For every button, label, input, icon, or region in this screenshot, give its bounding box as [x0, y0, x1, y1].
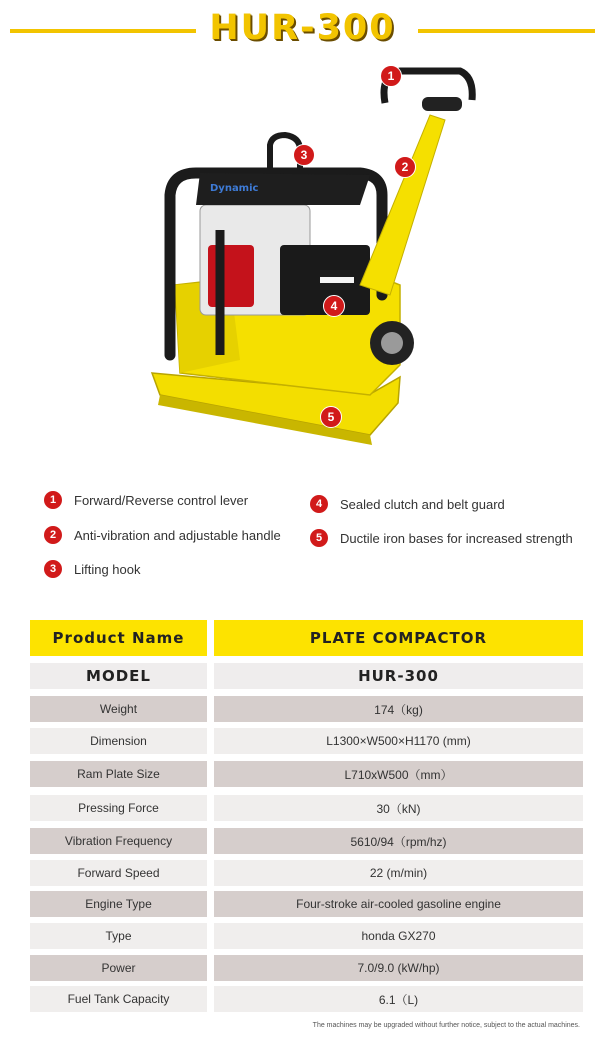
feature-number: 5: [310, 529, 328, 547]
marker-1: 1: [380, 65, 402, 87]
feature-label: Anti-vibration and adjustable handle: [74, 527, 281, 543]
table-row: [30, 728, 583, 754]
spec-value: 30（kN): [214, 795, 583, 821]
spec-label: Ram Plate Size: [30, 761, 207, 787]
marker-3: 3: [293, 144, 315, 166]
page-header: [0, 0, 605, 60]
marker-5: 5: [320, 406, 342, 428]
spec-label: Pressing Force: [30, 795, 207, 821]
product-name-label: Product Name: [30, 620, 207, 656]
spec-label: Dimension: [30, 728, 207, 754]
spec-header-row: [30, 620, 583, 656]
spec-label: Forward Speed: [30, 860, 207, 886]
spec-value: L1300×W500×H1170 (mm): [214, 728, 583, 754]
spec-label: Weight: [30, 696, 207, 722]
model-value: HUR-300: [214, 663, 583, 689]
feature-number: 1: [44, 491, 62, 509]
spec-value: 5610/94（rpm/hz): [214, 828, 583, 854]
table-row: [30, 761, 583, 787]
feature-number: 4: [310, 495, 328, 513]
feature-label: Lifting hook: [74, 561, 141, 577]
product-image: [100, 55, 520, 465]
feature-label: Sealed clutch and belt guard: [340, 496, 505, 512]
spec-label: Vibration Frequency: [30, 828, 207, 854]
spec-label: Power: [30, 955, 207, 981]
spec-value: L710xW500（mm）: [214, 761, 583, 787]
spec-label: Fuel Tank Capacity: [30, 986, 207, 1012]
feature-item-1: [44, 489, 248, 511]
header-rule-right: [418, 29, 595, 33]
spec-value: Four-stroke air-cooled gasoline engine: [214, 891, 583, 917]
spec-value: 22 (m/min): [214, 860, 583, 886]
table-row: [30, 923, 583, 949]
brand-label: Dynamic: [210, 183, 259, 194]
feature-number: 2: [44, 526, 62, 544]
spec-value: honda GX270: [214, 923, 583, 949]
feature-label: Forward/Reverse control lever: [74, 492, 249, 508]
feature-item-5: [310, 527, 573, 549]
table-row: [30, 955, 583, 981]
spec-value: 7.0/9.0 (kW/hp): [214, 955, 583, 981]
table-row: [30, 828, 583, 854]
feature-number: 3: [44, 560, 62, 578]
model-label: MODEL: [30, 663, 207, 689]
disclaimer-note: The machines may be upgraded without further notice, subject to the actual machines.: [312, 1022, 580, 1029]
feature-label: Ductile iron bases for increased strength: [340, 530, 573, 546]
table-row: [30, 795, 583, 821]
feature-item-4: [310, 493, 505, 515]
page-title: HUR-300: [209, 8, 396, 48]
spec-value: 6.1（L): [214, 986, 583, 1012]
marker-4: 4: [323, 295, 345, 317]
spec-label: Engine Type: [30, 891, 207, 917]
feature-item-3: [44, 558, 141, 580]
spec-label: Type: [30, 923, 207, 949]
spec-model-row: [30, 663, 583, 689]
product-name-value: PLATE COMPACTOR: [214, 620, 583, 656]
plate-compactor-illustration: [100, 55, 520, 465]
marker-2: 2: [394, 156, 416, 178]
table-row: [30, 891, 583, 917]
table-row: [30, 986, 583, 1012]
features-legend: [0, 480, 605, 590]
feature-item-2: [44, 524, 281, 546]
table-row: [30, 860, 583, 886]
spec-value: 174（kg): [214, 696, 583, 722]
table-row: [30, 696, 583, 722]
